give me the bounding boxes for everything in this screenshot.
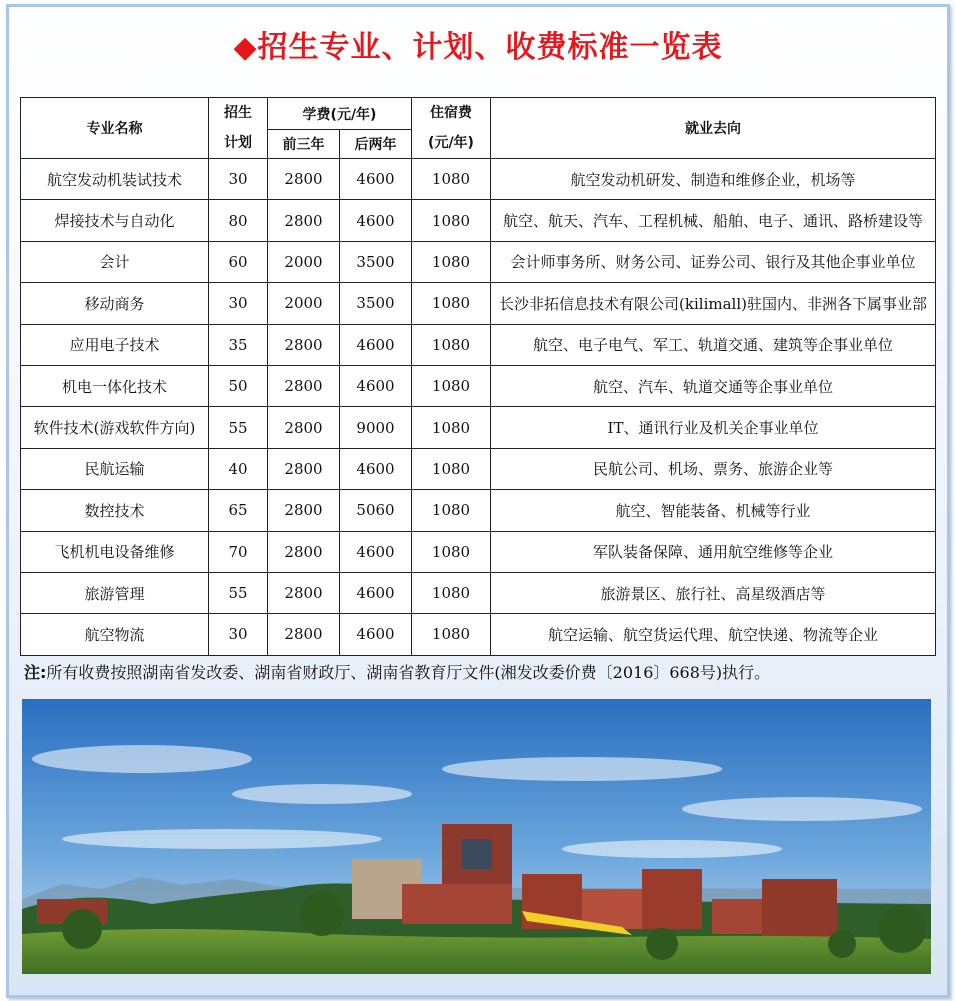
cell-tuition-last-two-years: 5060 xyxy=(340,490,412,531)
cell-dorm-fee: 1080 xyxy=(412,531,491,572)
cell-tuition-first-three-years: 2800 xyxy=(268,614,340,655)
cell-dorm-fee: 1080 xyxy=(412,490,491,531)
cell-tuition-first-three-years: 2800 xyxy=(268,365,340,406)
cell-tuition-last-two-years: 9000 xyxy=(340,407,412,448)
cell-employment: 航空、电子电气、军工、轨道交通、建筑等企事业单位 xyxy=(491,324,936,365)
cell-employment: IT、通讯行业及机关企事业单位 xyxy=(491,407,936,448)
cell-plan: 50 xyxy=(209,365,268,406)
cell-major: 会计 xyxy=(21,241,209,282)
cell-tuition-last-two-years: 4600 xyxy=(340,572,412,613)
cell-tuition-last-two-years: 4600 xyxy=(340,614,412,655)
cell-plan: 65 xyxy=(209,490,268,531)
table-row xyxy=(21,324,936,365)
cell-plan: 30 xyxy=(209,159,268,200)
cell-dorm-fee: 1080 xyxy=(412,572,491,613)
cell-major: 移动商务 xyxy=(21,283,209,324)
cell-tuition-last-two-years: 4600 xyxy=(340,159,412,200)
campus-panorama-image xyxy=(22,699,931,974)
cell-major: 民航运输 xyxy=(21,448,209,489)
cell-tuition-first-three-years: 2800 xyxy=(268,159,340,200)
cell-employment: 长沙非拓信息技术有限公司(kilimall)驻国内、非洲各下属事业部 xyxy=(491,283,936,324)
cell-dorm-fee: 1080 xyxy=(412,159,491,200)
header-last-two-years: 后两年 xyxy=(340,130,412,159)
table-row xyxy=(21,200,936,241)
cell-major: 焊接技术与自动化 xyxy=(21,200,209,241)
cell-tuition-last-two-years: 3500 xyxy=(340,283,412,324)
cell-dorm-fee: 1080 xyxy=(412,241,491,282)
cell-tuition-first-three-years: 2800 xyxy=(268,407,340,448)
cell-tuition-first-three-years: 2000 xyxy=(268,283,340,324)
cell-employment: 民航公司、机场、票务、旅游企业等 xyxy=(491,448,936,489)
cell-major: 软件技术(游戏软件方向) xyxy=(21,407,209,448)
note-text: 所有收费按照湖南省发改委、湖南省财政厅、湖南省教育厅文件(湘发改委价费〔2016〕668号)执行。 xyxy=(46,663,771,682)
cell-plan: 70 xyxy=(209,531,268,572)
cell-major: 航空发动机装试技术 xyxy=(21,159,209,200)
header-employment: 就业去向 xyxy=(491,98,936,159)
cell-tuition-last-two-years: 4600 xyxy=(340,365,412,406)
table-row xyxy=(21,531,936,572)
cell-plan: 80 xyxy=(209,200,268,241)
cell-major: 航空物流 xyxy=(21,614,209,655)
header-plan-line1: 招生 xyxy=(224,105,252,121)
fee-table xyxy=(20,97,936,656)
note-label: 注: xyxy=(24,663,47,682)
header-major: 专业名称 xyxy=(21,98,209,159)
cell-major: 机电一体化技术 xyxy=(21,365,209,406)
cell-dorm-fee: 1080 xyxy=(412,407,491,448)
header-dorm-line1: 住宿费 xyxy=(430,105,473,121)
table-body xyxy=(21,159,936,656)
cell-employment: 航空、汽车、轨道交通等企事业单位 xyxy=(491,365,936,406)
cell-plan: 55 xyxy=(209,407,268,448)
cell-employment: 旅游景区、旅行社、高星级酒店等 xyxy=(491,572,936,613)
table-row xyxy=(21,572,936,613)
cell-plan: 30 xyxy=(209,614,268,655)
cell-plan: 55 xyxy=(209,572,268,613)
cell-tuition-last-two-years: 3500 xyxy=(340,241,412,282)
table-header-row xyxy=(21,98,936,130)
cell-dorm-fee: 1080 xyxy=(412,324,491,365)
cell-tuition-first-three-years: 2800 xyxy=(268,324,340,365)
cell-tuition-first-three-years: 2800 xyxy=(268,490,340,531)
page-title: ◆招生专业、计划、收费标准一览表 xyxy=(233,30,723,65)
cell-dorm-fee: 1080 xyxy=(412,365,491,406)
cell-tuition-first-three-years: 2800 xyxy=(268,200,340,241)
cell-employment: 军队装备保障、通用航空维修等企业 xyxy=(491,531,936,572)
table-row xyxy=(21,159,936,200)
header-dorm-line2: (元/年) xyxy=(428,135,474,151)
table-row xyxy=(21,241,936,282)
campus-photo xyxy=(22,699,931,974)
cell-tuition-first-three-years: 2800 xyxy=(268,531,340,572)
cell-employment: 会计师事务所、财务公司、证券公司、银行及其他企事业单位 xyxy=(491,241,936,282)
cell-plan: 60 xyxy=(209,241,268,282)
table-row xyxy=(21,448,936,489)
cell-employment: 航空、航天、汽车、工程机械、船舶、电子、通讯、路桥建设等 xyxy=(491,200,936,241)
cell-tuition-last-two-years: 4600 xyxy=(340,531,412,572)
cell-employment: 航空运输、航空货运代理、航空快递、物流等企业 xyxy=(491,614,936,655)
cell-plan: 35 xyxy=(209,324,268,365)
fee-note xyxy=(24,660,770,683)
cell-dorm-fee: 1080 xyxy=(412,200,491,241)
cell-dorm-fee: 1080 xyxy=(412,614,491,655)
cell-tuition-last-two-years: 4600 xyxy=(340,200,412,241)
table-row xyxy=(21,365,936,406)
header-dorm xyxy=(412,98,491,159)
cell-major: 数控技术 xyxy=(21,490,209,531)
cell-tuition-last-two-years: 4600 xyxy=(340,324,412,365)
cell-dorm-fee: 1080 xyxy=(412,283,491,324)
cell-major: 飞机机电设备维修 xyxy=(21,531,209,572)
cell-tuition-first-three-years: 2000 xyxy=(268,241,340,282)
table-row xyxy=(21,614,936,655)
cell-tuition-first-three-years: 2800 xyxy=(268,572,340,613)
cell-tuition-last-two-years: 4600 xyxy=(340,448,412,489)
table-row xyxy=(21,407,936,448)
cell-tuition-first-three-years: 2800 xyxy=(268,448,340,489)
header-first-three-years: 前三年 xyxy=(268,130,340,159)
cell-plan: 30 xyxy=(209,283,268,324)
table-row xyxy=(21,490,936,531)
cell-major: 应用电子技术 xyxy=(21,324,209,365)
table-row xyxy=(21,283,936,324)
header-plan xyxy=(209,98,268,159)
cell-major: 旅游管理 xyxy=(21,572,209,613)
header-plan-line2: 计划 xyxy=(224,135,252,151)
cell-employment: 航空发动机研发、制造和维修企业，机场等 xyxy=(491,159,936,200)
cell-employment: 航空、智能装备、机械等行业 xyxy=(491,490,936,531)
cell-dorm-fee: 1080 xyxy=(412,448,491,489)
header-tuition: 学费(元/年) xyxy=(268,98,412,130)
cell-plan: 40 xyxy=(209,448,268,489)
